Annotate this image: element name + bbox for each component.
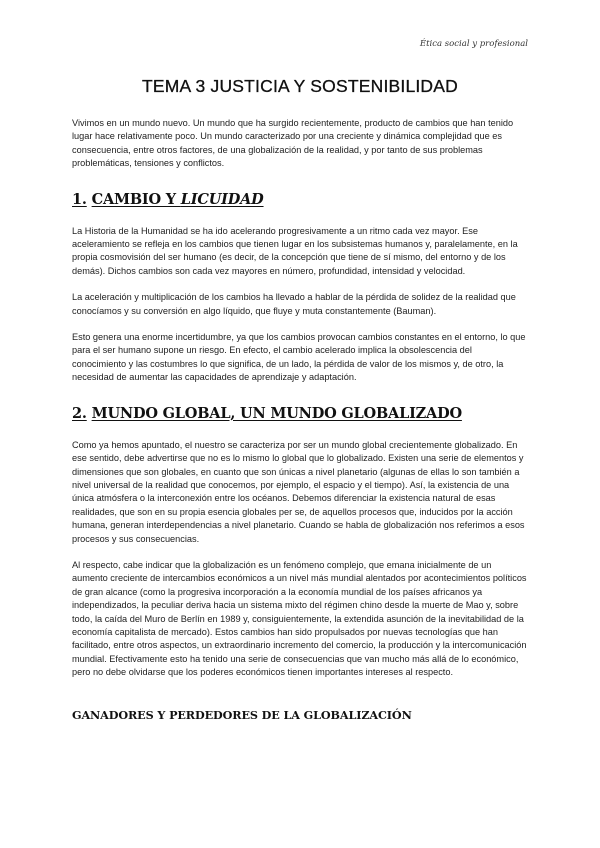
section-1-heading [72, 191, 528, 208]
section-2-paragraph: Al respecto, cabe indicar que la globalización es un fenómeno complejo, que emana inicialmente de un aumento creciente de intercambios económicos a un nivel más mundial alentados por acontecimientos políticos de gran alcance (como la progresiva incorporación a la economía mundial de los países africanos ya independizados, la peculiar deriva hacia un sistema mixto del régimen chino desde la muerte de Mao y, sobre todo, la caída del Muro de Berlín en 1989 y, consiguientemente, la extendida asunción de la inevitabilidad de la economía capitalista de mercado). Estos cambios han sido propulsados por nuevas tecnologías que han facilitado, entre otros aspectos, un extraordinario incremento del comercio, la producción y la intercomunicación mundial. Efectivamente esto ha tenido una serie de consecuencias que van mucho más allá de lo económico, pero no debe olvidarse que los poderes económicos tienen importantes intereses al respecto. [72, 559, 527, 678]
subsection-heading: GANADORES Y PERDEDORES DE LA GLOBALIZACIÓN [72, 707, 412, 722]
section-2-heading [72, 405, 528, 422]
page-content [72, 76, 528, 722]
section-1-paragraph: Esto genera una enorme incertidumbre, ya que los cambios provocan cambios constantes en el entorno, lo que para el ser humano supone un riesgo. En efecto, el cambio acelerado implica la obsolescencia del conocimiento y las costumbres lo que significa, de un lado, la pérdida de valor de los mismos y, de otro, la necesidad de aumentar las capacidades de aprendizaje y adaptación. [72, 332, 526, 383]
section-1-paragraph: La Historia de la Humanidad se ha ido acelerando progresivamente a un ritmo cada vez mayor. Ese aceleramiento se refleja en los cambios que tienen lugar en los subsistemas humanos y, paralelamente, en la propia cosmovisión del ser humano (es decir, de la concepción que tiene de sí mismo, del entorno y de los demás). Dichos cambios son cada vez mayores en número, profundidad, intensidad y velocidad. [72, 225, 518, 276]
section-2-paragraph: Como ya hemos apuntado, el nuestro se caracteriza por ser un mundo global crecientemente globalizado. En ese sentido, debe advertirse que no es lo mismo lo global que lo globalizado. Existen una serie de elementos y dimensiones que son globales, en cuanto que son únicas a nivel planetario (algunas de ellas lo son también a nivel universal de la realidad que conocemos, por ejemplo, el espacio y el tiempo). Así, la existencia de una única atmósfera o la interconexión entre los océanos. Debemos diferenciar la existencia natural de esas realidades, que son en su propia esencia globales per se, de aquellos procesos que, inducidos por la acción humana, generan interdependencias a nivel planetario. Cuando se habla de globalización nos referimos a esos procesos y sus consecuencias. [72, 439, 525, 544]
section-1-paragraph: La aceleración y multiplicación de los cambios ha llevado a hablar de la pérdida de solidez de la realidad que conocíamos y su conversión en algo líquido, que fluye y muta constantemente (Bauman). [72, 292, 516, 316]
section-1-number: 1. [72, 190, 87, 208]
section-1-title-italic: LICUIDAD [180, 190, 264, 208]
document-title: TEMA 3 JUSTICIA Y SOSTENIBILIDAD [142, 76, 458, 96]
running-header: Ética social y profesional [419, 39, 528, 49]
section-1-title: CAMBIO Y [91, 190, 181, 208]
intro-paragraph: Vivimos en un mundo nuevo. Un mundo que ha surgido recientemente, producto de cambios que han tenido lugar hace relativamente poco. Un mundo caracterizado por una creciente y dinámica complejidad que es consecuencia, entre otros factores, de una globalización de la realidad, y por tanto de sus problemas problemáticas, tensiones y conflictos. [72, 118, 514, 169]
section-2-number: 2. [72, 404, 87, 422]
section-2-title: MUNDO GLOBAL, UN MUNDO GLOBALIZADO [91, 404, 462, 422]
